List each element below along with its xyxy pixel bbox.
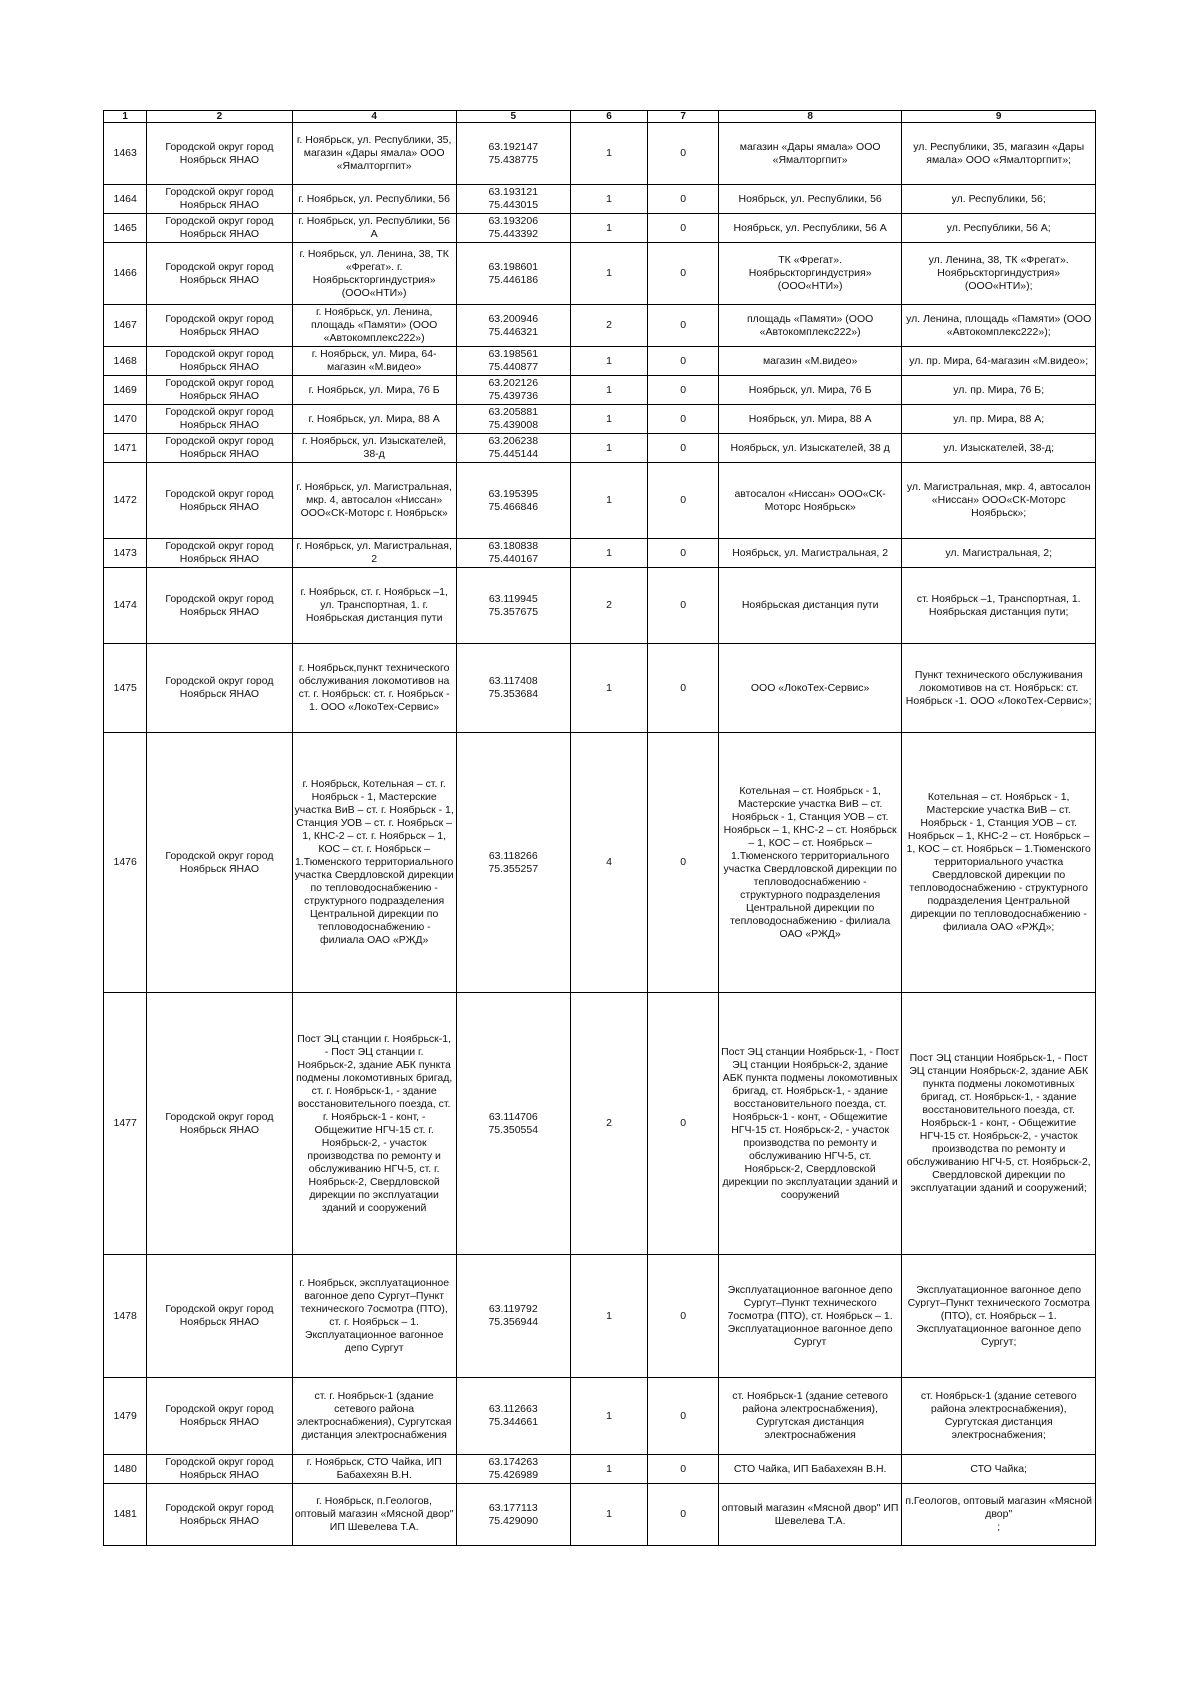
object-name-cell: Ноябрьск, ул. Мира, 76 Б (718, 376, 901, 405)
address-cell: г. Ноябрьск, ул. Мира, 76 Б (292, 376, 456, 405)
count-cell: 1 (570, 214, 648, 243)
row-number: 1468 (104, 347, 147, 376)
zero-cell: 0 (648, 1378, 719, 1455)
address-cell: г. Ноябрьск, ул. Изыскателей, 38-д (292, 434, 456, 463)
table-row (104, 463, 1096, 539)
count-cell: 2 (570, 993, 648, 1255)
district-cell: Городской округ город Ноябрьск ЯНАО (147, 1484, 292, 1546)
row-number: 1481 (104, 1484, 147, 1546)
note-cell: ул. Магистральная, 2; (902, 539, 1096, 568)
table-row (104, 347, 1096, 376)
note-cell: ул. Ленина, 38, ТК «Фрегат». Ноябрьскторгиндустрия» (ООО«НТИ»); (902, 243, 1096, 305)
district-cell: Городской округ город Ноябрьск ЯНАО (147, 1255, 292, 1378)
note-cell: п.Геологов, оптовый магазин «Мясной двор" ; (902, 1484, 1096, 1546)
row-number: 1467 (104, 305, 147, 347)
coordinates-cell: 63.195395 75.466846 (456, 463, 570, 539)
coordinates-cell: 63.205881 75.439008 (456, 405, 570, 434)
zero-cell: 0 (648, 185, 719, 214)
count-cell: 1 (570, 463, 648, 539)
table-row (104, 185, 1096, 214)
table-body (104, 123, 1096, 1546)
address-cell: г. Ноябрьск, ул. Ленина, площадь «Памяти» (ООО «Автокомплекс222») (292, 305, 456, 347)
coordinates-cell: 63.114706 75.350554 (456, 993, 570, 1255)
object-name-cell: автосалон «Ниссан» ООО«СК-Моторс Ноябрьск» (718, 463, 901, 539)
row-number: 1476 (104, 733, 147, 993)
note-cell: Пункт технического обслуживания локомотивов на ст. Ноябрьск: ст. Ноябрьск -1. ООО «ЛокоТех-Сервис»; (902, 644, 1096, 733)
zero-cell: 0 (648, 243, 719, 305)
count-cell: 1 (570, 243, 648, 305)
row-number: 1480 (104, 1455, 147, 1484)
coordinates-cell: 63.112663 75.344661 (456, 1378, 570, 1455)
row-number: 1479 (104, 1378, 147, 1455)
coordinates-cell: 63.174263 75.426989 (456, 1455, 570, 1484)
note-cell: ул. Республики, 56; (902, 185, 1096, 214)
coordinates-cell: 63.198601 75.446186 (456, 243, 570, 305)
coordinates-cell: 63.192147 75.438775 (456, 123, 570, 185)
note-cell: ул. пр. Мира, 64-магазин «М.видео»; (902, 347, 1096, 376)
district-cell: Городской округ город Ноябрьск ЯНАО (147, 539, 292, 568)
coordinates-cell: 63.200946 75.446321 (456, 305, 570, 347)
district-cell: Городской округ город Ноябрьск ЯНАО (147, 185, 292, 214)
district-cell: Городской округ город Ноябрьск ЯНАО (147, 214, 292, 243)
coordinates-cell: 63.193206 75.443392 (456, 214, 570, 243)
note-cell: ул. пр. Мира, 88 А; (902, 405, 1096, 434)
row-number: 1477 (104, 993, 147, 1255)
address-cell: г. Ноябрьск, ул. Ленина, 38, ТК «Фрегат». г. Ноябрьскторгиндустрия» (ООО«НТИ») (292, 243, 456, 305)
count-cell: 1 (570, 1455, 648, 1484)
header-cell: 6 (570, 111, 648, 123)
note-cell: Пост ЭЦ станции Ноябрьск-1, - Пост ЭЦ станции Ноябрьск-2, здание АБК пункта подмены локомотивных бригад, ст. Ноябрьск-1, - здание восстановительного поезда, ст. Ноябрьск-1 - конт, - Общежитие НГЧ-15 ст. Ноябрьск-2, - участок производства по ремонту и обслуживанию НГЧ-5, ст. Ноябрьск-2, Свердловской дирекции по эксплуатации зданий и сооружений; (902, 993, 1096, 1255)
zero-cell: 0 (648, 214, 719, 243)
coordinates-cell: 63.180838 75.440167 (456, 539, 570, 568)
count-cell: 1 (570, 185, 648, 214)
district-cell: Городской округ город Ноябрьск ЯНАО (147, 733, 292, 993)
count-cell: 1 (570, 376, 648, 405)
table-row (104, 993, 1096, 1255)
object-name-cell: оптовый магазин «Мясной двор" ИП Шевелева Т.А. (718, 1484, 901, 1546)
coordinates-cell: 63.117408 75.353684 (456, 644, 570, 733)
count-cell: 2 (570, 568, 648, 644)
row-number: 1470 (104, 405, 147, 434)
table-row (104, 305, 1096, 347)
row-number: 1474 (104, 568, 147, 644)
coordinates-cell: 63.177113 75.429090 (456, 1484, 570, 1546)
zero-cell: 0 (648, 347, 719, 376)
count-cell: 4 (570, 733, 648, 993)
district-cell: Городской округ город Ноябрьск ЯНАО (147, 123, 292, 185)
address-cell: г. Ноябрьск, ул. Магистральная, мкр. 4, автосалон «Ниссан» ООО«СК-Моторс г. Ноябрьск» (292, 463, 456, 539)
note-cell: ул. Изыскателей, 38-д; (902, 434, 1096, 463)
zero-cell: 0 (648, 568, 719, 644)
table-row (104, 539, 1096, 568)
row-number: 1473 (104, 539, 147, 568)
count-cell: 1 (570, 1484, 648, 1546)
zero-cell: 0 (648, 644, 719, 733)
address-cell: г. Ноябрьск, ул. Республики, 35, магазин «Дары ямала» ООО «Ямалторгпит» (292, 123, 456, 185)
district-cell: Городской округ город Ноябрьск ЯНАО (147, 347, 292, 376)
zero-cell: 0 (648, 1255, 719, 1378)
address-cell: г. Ноябрьск, ул. Магистральная, 2 (292, 539, 456, 568)
district-cell: Городской округ город Ноябрьск ЯНАО (147, 434, 292, 463)
row-number: 1463 (104, 123, 147, 185)
object-name-cell: Ноябрьск, ул. Мира, 88 А (718, 405, 901, 434)
address-cell: г. Ноябрьск, п.Геологов, оптовый магазин «Мясной двор" ИП Шевелева Т.А. (292, 1484, 456, 1546)
table-row (104, 644, 1096, 733)
count-cell: 1 (570, 1255, 648, 1378)
address-cell: г. Ноябрьск, ул. Мира, 64-магазин «М.видео» (292, 347, 456, 376)
records-table (103, 110, 1096, 1546)
count-cell: 1 (570, 1378, 648, 1455)
object-name-cell: ст. Ноябрьск-1 (здание сетевого района электроснабжения), Сургутская дистанция электроснабжения (718, 1378, 901, 1455)
object-name-cell: Ноябрьск, ул. Магистральная, 2 (718, 539, 901, 568)
object-name-cell: площадь «Памяти» (ООО «Автокомплекс222») (718, 305, 901, 347)
row-number: 1466 (104, 243, 147, 305)
zero-cell: 0 (648, 463, 719, 539)
count-cell: 1 (570, 347, 648, 376)
table-row (104, 243, 1096, 305)
note-cell: СТО Чайка; (902, 1455, 1096, 1484)
object-name-cell: Эксплуатационное вагонное депо Сургут–Пункт технического 7осмотра (ПТО), ст. Ноябрьск – 1. Эксплуатационное вагонное депо Сургут (718, 1255, 901, 1378)
count-cell: 2 (570, 305, 648, 347)
table-row (104, 1484, 1096, 1546)
count-cell: 1 (570, 434, 648, 463)
district-cell: Городской округ город Ноябрьск ЯНАО (147, 568, 292, 644)
object-name-cell: Ноябрьская дистанция пути (718, 568, 901, 644)
zero-cell: 0 (648, 1484, 719, 1546)
coordinates-cell: 63.198561 75.440877 (456, 347, 570, 376)
header-cell: 7 (648, 111, 719, 123)
address-cell: ст. г. Ноябрьск-1 (здание сетевого района электроснабжения), Сургутская дистанция электроснабжения (292, 1378, 456, 1455)
address-cell: г. Ноябрьск,пункт технического обслуживания локомотивов на ст. г. Ноябрьск: ст. г. Ноябрьск - 1. ООО «ЛокоТех-Сервис» (292, 644, 456, 733)
coordinates-cell: 63.118266 75.355257 (456, 733, 570, 993)
count-cell: 1 (570, 405, 648, 434)
object-name-cell: магазин «Дары ямала» ООО «Ямалторгпит» (718, 123, 901, 185)
note-cell: ул. Магистральная, мкр. 4, автосалон «Ниссан» ООО«СК-Моторс Ноябрьск»; (902, 463, 1096, 539)
object-name-cell: Ноябрьск, ул. Изыскателей, 38 д (718, 434, 901, 463)
table-row (104, 1455, 1096, 1484)
object-name-cell: Пост ЭЦ станции Ноябрьск-1, - Пост ЭЦ станции Ноябрьск-2, здание АБК пункта подмены локомотивных бригад, ст. Ноябрьск-1, - здание восстановительного поезда, ст. Ноябрьск-1 - конт, - Общежитие НГЧ-15 ст. Ноябрьск-2, - участок производства по ремонту и обслуживанию НГЧ-5, ст. Ноябрьск-2, Свердловской дирекции по эксплуатации зданий и сооружений (718, 993, 901, 1255)
note-cell: ул. Ленина, площадь «Памяти» (ООО «Автокомплекс222»); (902, 305, 1096, 347)
table-row (104, 733, 1096, 993)
address-cell: г. Ноябрьск, ул. Республики, 56 А (292, 214, 456, 243)
district-cell: Городской округ город Ноябрьск ЯНАО (147, 376, 292, 405)
count-cell: 1 (570, 539, 648, 568)
row-number: 1464 (104, 185, 147, 214)
note-cell: Котельная – ст. Ноябрьск - 1, Мастерские участка ВиВ – ст. Ноябрьск - 1, Станция УОВ – ст. Ноябрьск – 1, КНС-2 – ст. Ноябрьск – 1, КОС – ст. Ноябрьск – 1.Тюменского территориального участка Свердловской дирекции по тепловодоснабжению - структурного подразделения Центральной дирекции по тепловодоснабжению - филиала ОАО «РЖД»; (902, 733, 1096, 993)
header-cell: 2 (147, 111, 292, 123)
district-cell: Городской округ город Ноябрьск ЯНАО (147, 1455, 292, 1484)
table-row (104, 1378, 1096, 1455)
row-number: 1475 (104, 644, 147, 733)
district-cell: Городской округ город Ноябрьск ЯНАО (147, 1378, 292, 1455)
district-cell: Городской округ город Ноябрьск ЯНАО (147, 405, 292, 434)
header-cell: 1 (104, 111, 147, 123)
table-row (104, 1255, 1096, 1378)
zero-cell: 0 (648, 733, 719, 993)
zero-cell: 0 (648, 993, 719, 1255)
row-number: 1469 (104, 376, 147, 405)
district-cell: Городской округ город Ноябрьск ЯНАО (147, 463, 292, 539)
address-cell: г. Ноябрьск, ул. Республики, 56 (292, 185, 456, 214)
table-row (104, 434, 1096, 463)
zero-cell: 0 (648, 405, 719, 434)
table-row (104, 214, 1096, 243)
object-name-cell: ООО «ЛокоТех-Сервис» (718, 644, 901, 733)
header-row (104, 111, 1096, 123)
object-name-cell: ТК «Фрегат». Ноябрьскторгиндустрия» (ООО«НТИ») (718, 243, 901, 305)
row-number: 1471 (104, 434, 147, 463)
zero-cell: 0 (648, 305, 719, 347)
district-cell: Городской округ город Ноябрьск ЯНАО (147, 644, 292, 733)
note-cell: Эксплуатационное вагонное депо Сургут–Пункт технического 7осмотра (ПТО), ст. Ноябрьск – 1. Эксплуатационное вагонное депо Сургут; (902, 1255, 1096, 1378)
object-name-cell: Ноябрьск, ул. Республики, 56 А (718, 214, 901, 243)
address-cell: Пост ЭЦ станции г. Ноябрьск-1, - Пост ЭЦ станции г. Ноябрьск-2, здание АБК пункта подмены локомотивных бригад, ст. г. Ноябрьск-1, - здание восстановительного поезда, ст. г. Ноябрьск-1 - конт, - Общежитие НГЧ-15 ст. г. Ноябрьск-2, - участок производства по ремонту и обслуживанию НГЧ-5, ст. г. Ноябрьск-2, Свердловской дирекции по эксплуатации зданий и сооружений (292, 993, 456, 1255)
note-cell: ст. Ноябрьск-1 (здание сетевого района электроснабжения), Сургутская дистанция электроснабжения; (902, 1378, 1096, 1455)
header-cell: 4 (292, 111, 456, 123)
district-cell: Городской округ город Ноябрьск ЯНАО (147, 243, 292, 305)
count-cell: 1 (570, 644, 648, 733)
header-cell: 8 (718, 111, 901, 123)
address-cell: г. Ноябрьск, ст. г. Ноябрьск –1, ул. Транспортная, 1. г. Ноябрьская дистанция пути (292, 568, 456, 644)
zero-cell: 0 (648, 376, 719, 405)
zero-cell: 0 (648, 434, 719, 463)
zero-cell: 0 (648, 1455, 719, 1484)
coordinates-cell: 63.202126 75.439736 (456, 376, 570, 405)
object-name-cell: СТО Чайка, ИП Бабахехян В.Н. (718, 1455, 901, 1484)
row-number: 1478 (104, 1255, 147, 1378)
note-cell: ст. Ноябрьск –1, Транспортная, 1. Ноябрьская дистанция пути; (902, 568, 1096, 644)
address-cell: г. Ноябрьск, СТО Чайка, ИП Бабахехян В.Н. (292, 1455, 456, 1484)
object-name-cell: Котельная – ст. Ноябрьск - 1, Мастерские участка ВиВ – ст. Ноябрьск - 1, Станция УОВ – ст. Ноябрьск – 1, КНС-2 – ст. Ноябрьск – 1, КОС – ст. Ноябрьск – 1.Тюменского территориального участка Свердловской дирекции по тепловодоснабжению - структурного подразделения Центральной дирекции по тепловодоснабжению - филиала ОАО «РЖД» (718, 733, 901, 993)
coordinates-cell: 63.206238 75.445144 (456, 434, 570, 463)
row-number: 1472 (104, 463, 147, 539)
coordinates-cell: 63.193121 75.443015 (456, 185, 570, 214)
address-cell: г. Ноябрьск, Котельная – ст. г. Ноябрьск - 1, Мастерские участка ВиВ – ст. г. Ноябрьск - 1, Станция УОВ – ст. г. Ноябрьск – 1, КНС-2 – ст. г. Ноябрьск – 1, КОС – ст. г. Ноябрьск – 1.Тюменского территориального участка Свердловской дирекции по тепловодоснабжению - структурного подразделения Центральной дирекции по тепловодоснабжению - филиала ОАО «РЖД» (292, 733, 456, 993)
note-cell: ул. Республики, 35, магазин «Дары ямала» ООО «Ямалторгпит»; (902, 123, 1096, 185)
header-cell: 9 (902, 111, 1096, 123)
address-cell: г. Ноябрьск, эксплуатационное вагонное депо Сургут–Пункт технического 7осмотра (ПТО), ст. г. Ноябрьск – 1. Эксплуатационное вагонное депо Сургут (292, 1255, 456, 1378)
row-number: 1465 (104, 214, 147, 243)
district-cell: Городской округ город Ноябрьск ЯНАО (147, 993, 292, 1255)
count-cell: 1 (570, 123, 648, 185)
object-name-cell: магазин «М.видео» (718, 347, 901, 376)
coordinates-cell: 63.119945 75.357675 (456, 568, 570, 644)
coordinates-cell: 63.119792 75.356944 (456, 1255, 570, 1378)
address-cell: г. Ноябрьск, ул. Мира, 88 А (292, 405, 456, 434)
header-cell: 5 (456, 111, 570, 123)
table-row (104, 376, 1096, 405)
district-cell: Городской округ город Ноябрьск ЯНАО (147, 305, 292, 347)
table-row (104, 568, 1096, 644)
object-name-cell: Ноябрьск, ул. Республики, 56 (718, 185, 901, 214)
zero-cell: 0 (648, 539, 719, 568)
note-cell: ул. пр. Мира, 76 Б; (902, 376, 1096, 405)
table-row (104, 405, 1096, 434)
zero-cell: 0 (648, 123, 719, 185)
table-row (104, 123, 1096, 185)
note-cell: ул. Республики, 56 А; (902, 214, 1096, 243)
